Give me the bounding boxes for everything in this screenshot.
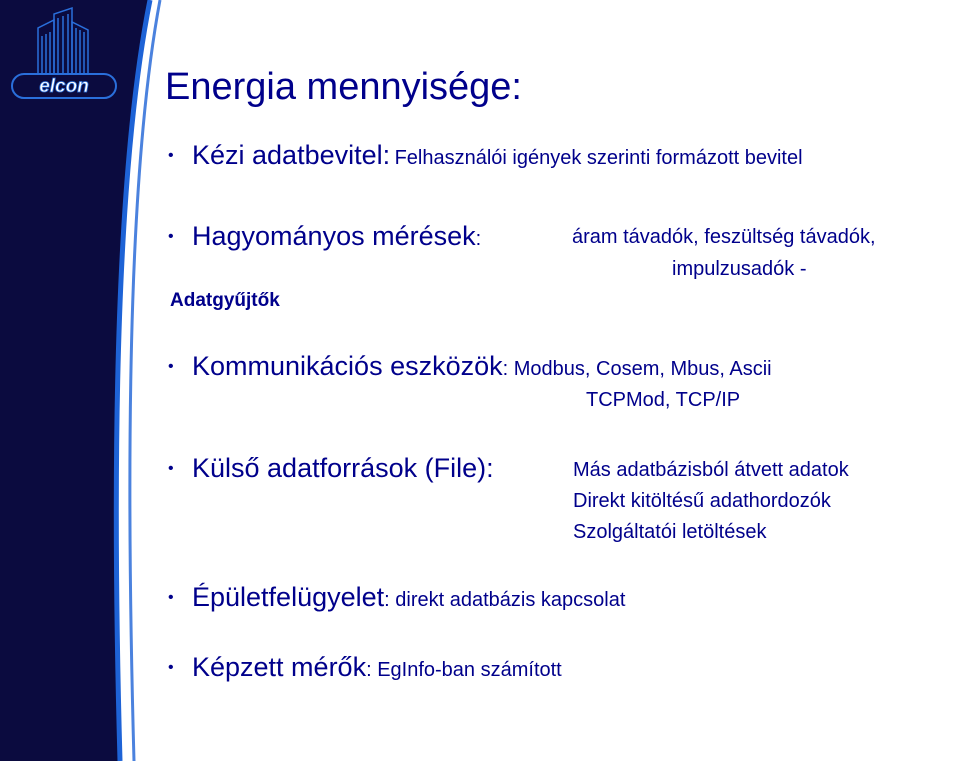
page-title: Energia mennyisége: [165,66,522,108]
bullet-icon: • [168,147,174,164]
item-desc-2: impulzusadók - [672,258,807,280]
item-desc-2: TCPMod, TCP/IP [586,389,741,411]
item-desc-3: Szolgáltatói letöltések [573,521,767,543]
list-item [168,140,803,171]
item-desc: : Modbus, Cosem, Mbus, Ascii [502,358,772,380]
item-desc: Felhasználói igények szerinti formázott bevitel [394,147,803,169]
item-head: Épületfelügyelet [192,582,385,612]
item-head: Kézi adatbevitel: [192,140,391,170]
item-desc: áram távadók, feszültség távadók, [572,226,876,248]
item-desc: : direkt adatbázis kapcsolat [384,589,626,611]
item-head: Kommunikációs eszközök [192,351,503,381]
list-item [168,351,772,382]
bullet-icon: • [168,659,174,676]
item-head: Képzett mérők [192,652,367,682]
item-desc: Más adatbázisból átvett adatok [573,459,849,481]
item-head: Hagyományos mérések [192,221,476,251]
item-head: Külső adatforrások (File): [192,453,494,483]
item-desc: : EgInfo-ban számított [366,659,562,681]
bullet-icon: • [168,358,174,375]
sidebar-decoration [0,0,165,761]
elcon-logo [8,6,120,104]
item-desc-2: Direkt kitöltésű adathordozók [573,490,831,512]
list-item [168,652,562,683]
logo-text: elcon [39,76,89,97]
bullet-icon: • [168,460,174,477]
bullet-icon: • [168,228,174,245]
bullet-icon: • [168,589,174,606]
item-sep: : [475,228,482,250]
list-item [168,221,481,252]
item-desc-3: Adatgyűjtők [170,290,280,311]
list-item [168,453,494,484]
list-item [168,582,625,613]
